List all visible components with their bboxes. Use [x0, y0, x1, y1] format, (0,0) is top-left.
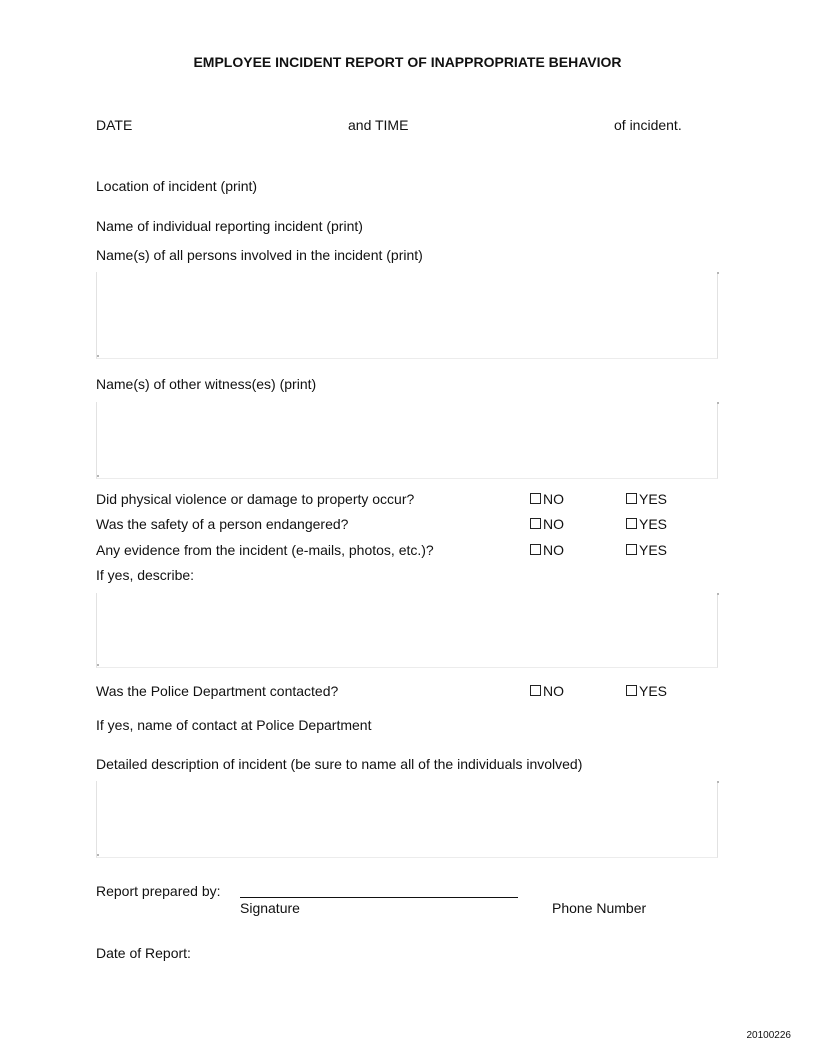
reporter-label: Name of individual reporting incident (print)	[96, 218, 363, 234]
time-label: and TIME	[348, 117, 409, 133]
checkbox-icon[interactable]	[626, 544, 637, 555]
checkbox-icon[interactable]	[530, 518, 541, 529]
checkbox-icon[interactable]	[626, 493, 637, 504]
document-id: 20100226	[746, 1030, 791, 1041]
checkbox-icon[interactable]	[530, 544, 541, 555]
phone-number-label: Phone Number	[552, 900, 647, 916]
question-evidence: Any evidence from the incident (e-mails, photos, etc.)?	[96, 542, 434, 558]
checkbox-icon[interactable]	[530, 493, 541, 504]
location-label: Location of incident (print)	[96, 178, 258, 194]
describe-label: If yes, describe:	[96, 567, 195, 583]
witness-label: Name(s) of other witness(es) (print)	[96, 376, 317, 392]
incident-suffix-label: of incident.	[614, 117, 682, 133]
detail-field[interactable]	[96, 781, 718, 858]
signature-label: Signature	[240, 900, 300, 916]
persons-involved-label: Name(s) of all persons involved in the incident (print)	[96, 247, 423, 263]
checkbox-icon[interactable]	[626, 518, 637, 529]
page-title: EMPLOYEE INCIDENT REPORT OF INAPPROPRIATE BEHAVIOR	[193, 54, 622, 70]
question-police: Was the Police Department contacted?	[96, 683, 339, 699]
describe-field[interactable]	[96, 593, 718, 668]
detail-label: Detailed description of incident (be sure to name all of the individuals involved)	[96, 756, 583, 772]
checkbox-icon[interactable]	[530, 685, 541, 696]
date-label: DATE	[96, 117, 133, 133]
question-safety: Was the safety of a person endangered?	[96, 516, 349, 532]
question-violence: Did physical violence or damage to property occur?	[96, 491, 415, 507]
date-of-report-label: Date of Report:	[96, 945, 191, 961]
signature-line[interactable]	[240, 897, 518, 898]
persons-involved-field[interactable]	[96, 272, 718, 359]
checkbox-icon[interactable]	[626, 685, 637, 696]
witness-field[interactable]	[96, 402, 718, 479]
prepared-by-label: Report prepared by:	[96, 883, 221, 899]
police-contact-label: If yes, name of contact at Police Department	[96, 717, 372, 733]
